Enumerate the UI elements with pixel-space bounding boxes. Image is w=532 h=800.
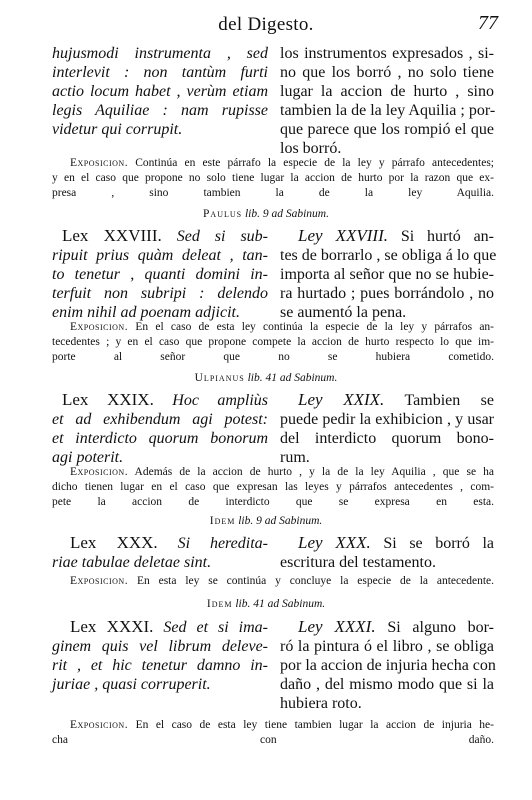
spanish-line: puede pedir la exhibicion , y usar	[280, 411, 494, 428]
exposicion-line: y en el caso que propone no solo tiene lugar la accion de hurto por la razon que ex-	[52, 172, 494, 184]
latin-line: enim nihil ad poenam adjicit.	[52, 304, 240, 321]
source-author: Paulus	[203, 208, 243, 220]
exposicion-paragraph: Exposicion. Además de la accion de hurto , y la de la ley Aquilia , que se ha dicho tienen lugar en el caso que expresan las leyes y párrafos antecedentes , com- pete la accion de interdicto que se expresa en esta.	[52, 466, 494, 508]
exposicion-line: presa , sino tambien la de la ley Aquilia.	[52, 187, 494, 199]
exposicion-label: Exposicion.	[70, 157, 129, 169]
running-head	[0, 10, 532, 36]
latin-column	[52, 44, 268, 139]
latin-line: terfuit non subripi : delendo	[52, 285, 268, 302]
lex-heading: Lex XXXI.	[70, 617, 154, 636]
section-lex-xxix	[52, 390, 494, 468]
spanish-line: hubiera roto.	[280, 695, 362, 712]
exposicion-paragraph: Exposicion. En el caso de esta ley tiene tambien lugar la accion de injuria he- cha con daño.	[52, 719, 494, 746]
spanish-line: del interdicto quorum bono-	[280, 430, 494, 447]
latin-line: to tenetur , quanti domini in-	[52, 266, 268, 283]
exposicion-line: tecedentes ; y en el caso que propone compete la accion de hurto respecto lo que im-	[52, 336, 494, 348]
spanish-line: los borró.	[280, 140, 342, 157]
latin-line: legis Aquiliae : nam rupisse	[52, 102, 268, 119]
latin-line: hujusmodi instrumenta , sed	[52, 45, 268, 62]
spanish-line: que parece que los rompió el que	[280, 121, 494, 138]
spanish-column	[280, 44, 494, 158]
exposicion-line: porte al señor que no se hubiera cometido.	[52, 351, 494, 363]
ley-heading: Ley XXXI.	[298, 617, 376, 636]
latin-line: agi poterit.	[52, 449, 124, 466]
spanish-line: ró la pintura ó el libro , se obliga	[280, 638, 494, 655]
latin-line: videtur qui corrupit.	[52, 121, 183, 138]
exposicion-label: Exposicion.	[70, 575, 129, 587]
spanish-line: importa al señor que no se hubie-	[280, 266, 494, 283]
ley-heading: Ley XXIX.	[298, 390, 385, 409]
latin-column: Lex XXXI. Sed et si ima- ginem quis vel librum deleve- rit , et hic tenetur damno in- juriae , quasi corruperit.	[52, 617, 268, 693]
section-lex-xxxi	[52, 617, 494, 713]
exposicion-line: pete la accion de interdicto que se expresa en esta.	[52, 496, 494, 508]
exposicion-paragraph: Exposicion. En esta ley se continúa y concluye la especie de la antecedente.	[70, 575, 495, 587]
running-title: del Digesto.	[218, 14, 314, 35]
lex-heading: Lex XXVIII.	[62, 226, 162, 245]
spanish-line: rum.	[280, 449, 310, 466]
latin-line: rit , et hic tenetur damno in-	[52, 657, 268, 674]
latin-column: Lex XXIX. Hoc ampliùs et ad exhibendum agi potest: et interdicto quorum bonorum agi poterit.	[52, 390, 269, 466]
section-lex-xxx	[52, 533, 494, 573]
exposicion-line: dicho tienen lugar en el caso que expresan las leyes y párrafos antecedentes , com-	[52, 481, 494, 493]
spanish-column: Ley XXIX. Tambien se puede pedir la exhibicion , y usar del interdicto quorum bono- rum.	[280, 390, 495, 466]
latin-column: Lex XXX. Si heredita- riae tabulae deletae sint.	[52, 533, 269, 571]
source-reference: lib. 9 ad Sabinum.	[238, 515, 323, 527]
latin-line: ripuit prius quàm deleat , tan-	[52, 247, 268, 264]
spanish-line: tes de borrarlo , se obliga á lo que	[280, 247, 497, 264]
spanish-line: ra hurtado ; pues borrándolo , no	[280, 285, 494, 302]
latin-line: actio locum habet , verùm etiam	[52, 83, 268, 100]
spanish-line: los instrumentos expresados , si-	[280, 45, 494, 62]
exposicion-line: Exposicion. Continúa en este párrafo la especie de la ley y párrafo antecedentes;	[70, 157, 494, 169]
spanish-line: tambien la de la ley Aquilia ; por-	[280, 102, 496, 119]
ley-heading: Ley XXX.	[298, 533, 371, 552]
spanish-column: Ley XXXI. Si alguno bor- ró la pintura ó el libro , se obliga por la accion de injuria hecha con daño , del mismo modo que si la hubiera roto.	[280, 617, 496, 712]
spanish-line: escritura del testamento.	[280, 554, 436, 571]
lex-heading: Lex XXX.	[70, 533, 158, 552]
source-author: Idem	[206, 598, 233, 610]
source-reference: lib. 41 ad Sabinum.	[235, 598, 326, 610]
spanish-line: se aumentó la pena.	[280, 304, 407, 321]
exposicion-paragraph: Exposicion. En el caso de esta ley continúa la especie de la ley y párrafos an- tecedentes ; y en el caso que propone compete la accion de hurto respecto lo que im- porte al señor que no se hubiera cometido.	[52, 321, 495, 363]
source-author: Ulpianus	[194, 372, 245, 384]
exposicion-paragraph	[52, 156, 494, 201]
exposicion-label: Exposicion.	[70, 719, 129, 731]
exposicion-label: Exposicion.	[70, 321, 129, 333]
source-attribution	[0, 598, 532, 610]
source-reference: lib. 41 ad Sabinum.	[247, 372, 338, 384]
source-attribution	[0, 515, 532, 527]
source-author: Idem	[209, 515, 236, 527]
exposicion-label: Exposicion.	[70, 466, 129, 478]
latin-column: Lex XXVIII. Sed si sub- ripuit prius quàm deleat , tan- to tenetur , quanti domini in- terfuit non subripi : delendo enim nihil ad poenam adjicit.	[52, 226, 269, 321]
latin-line: interlevit : non tantùm furti	[52, 64, 268, 81]
section-lex-xxviii	[52, 226, 497, 322]
spanish-line: lugar la accion de hurto , sino	[280, 83, 494, 100]
exposicion-line: cha con daño.	[52, 734, 494, 746]
latin-line: juriae , quasi corruperit.	[52, 676, 211, 693]
latin-line: ginem quis vel librum deleve-	[52, 638, 268, 655]
section-continuation	[52, 44, 494, 162]
latin-line: riae tabulae deletae sint.	[52, 554, 212, 571]
latin-line: et ad exhibendum agi potest:	[52, 411, 268, 428]
spanish-line: daño , del mismo modo que si la	[280, 676, 494, 693]
spanish-line: no que los borró , no solo tiene	[280, 64, 494, 81]
source-attribution	[0, 208, 532, 220]
ley-heading: Ley XXVIII.	[298, 226, 388, 245]
spanish-column: Ley XXX. Si se borró la escritura del testamento.	[280, 533, 495, 571]
page-number: 77	[478, 12, 498, 34]
spanish-line: por la accion de injuria hecha con	[280, 657, 496, 674]
lex-heading: Lex XXIX.	[62, 390, 154, 409]
source-reference: lib. 9 ad Sabinum.	[244, 208, 329, 220]
latin-line: et interdicto quorum bonorum	[52, 430, 268, 447]
source-attribution	[0, 372, 532, 384]
spanish-column: Ley XXVIII. Si hurtó an- tes de borrarlo , se obliga á lo que importa al señor que no se hubie- ra hurtado ; pues borrándolo , no se aumentó la pena.	[280, 226, 497, 321]
